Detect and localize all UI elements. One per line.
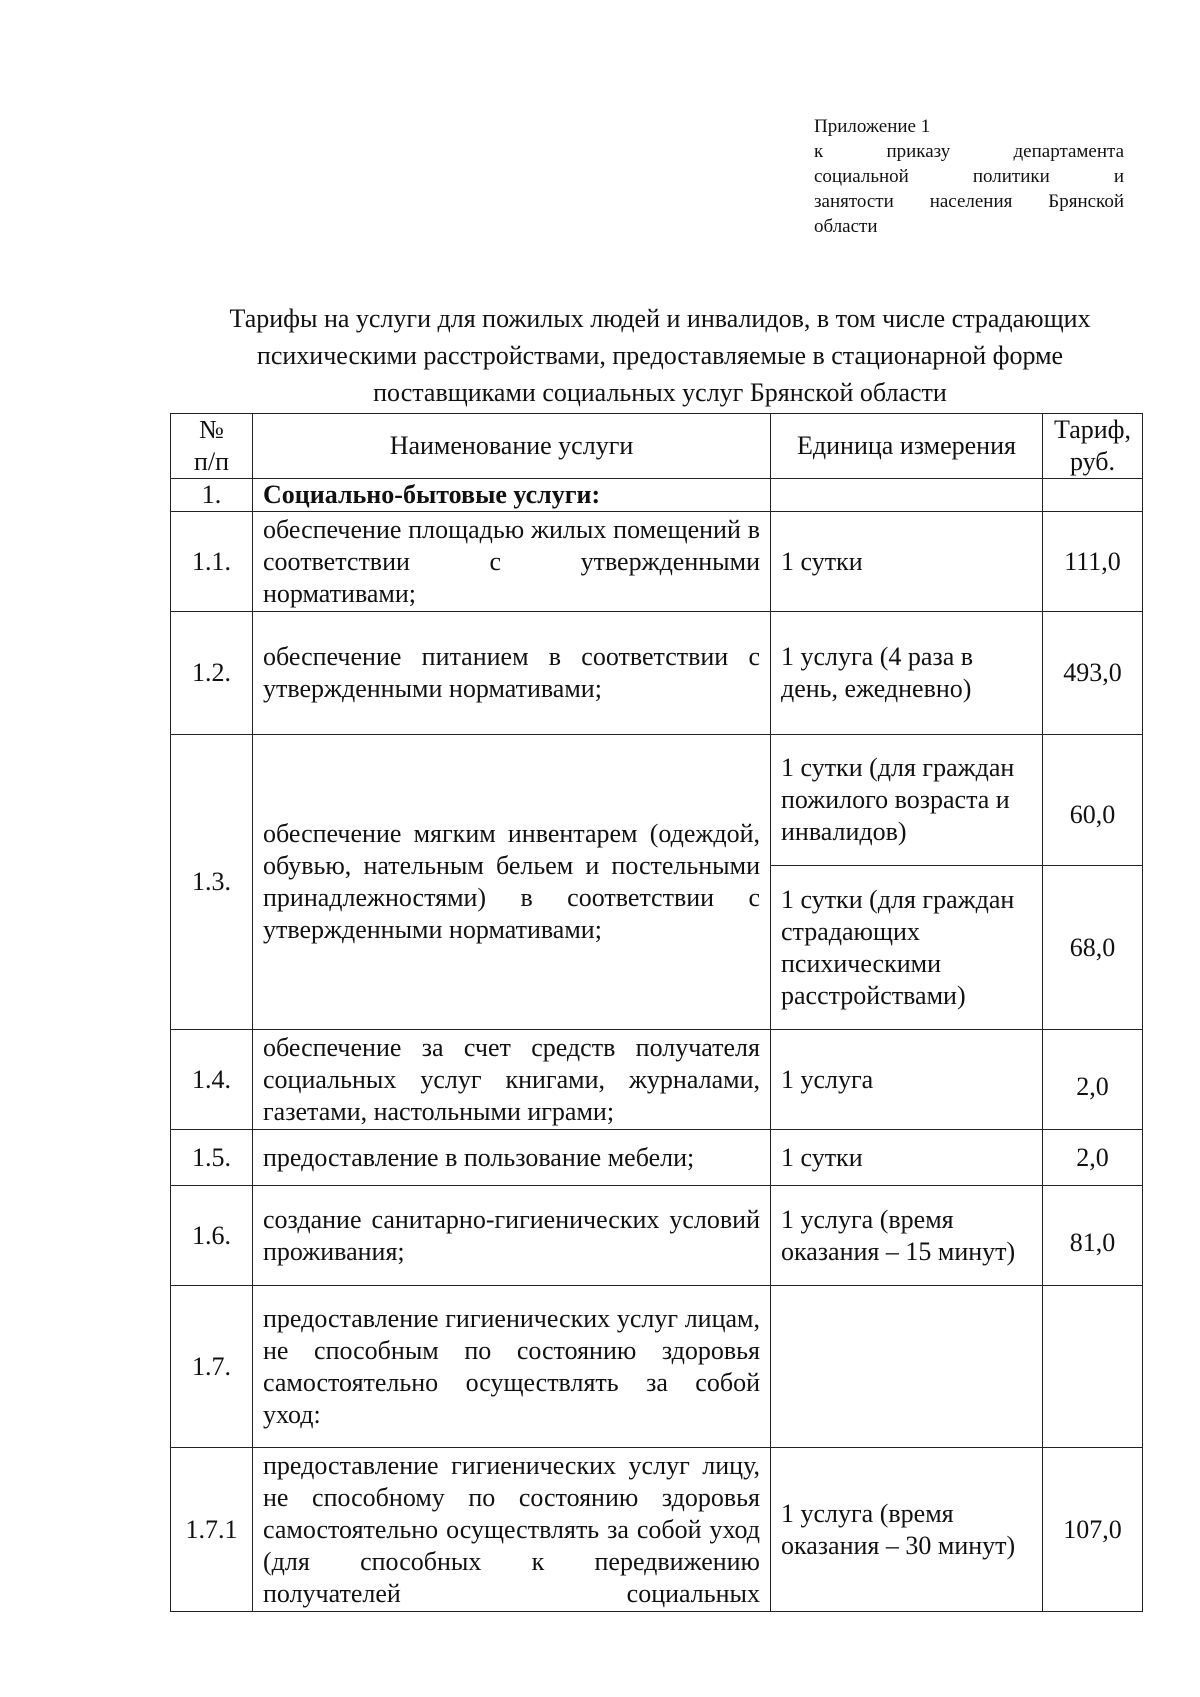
appendix-line: Приложение 1 xyxy=(814,116,931,137)
row-unit: 1 сутки (для граждан пожилого возраста и инвалидов) xyxy=(771,735,1043,866)
section-row xyxy=(171,479,1143,512)
row-name: предоставление гигиенических услуг лицам, не способным по состоянию здоровья самостоятельно осуществлять за собой уход: xyxy=(253,1286,771,1448)
row-name: предоставление гигиенических услуг лицу, не способному по состоянию здоровья самостоятельно осуществлять за собой уход (для способных к передвижению получателей социальных xyxy=(253,1448,771,1612)
row-num: 1.2. xyxy=(171,612,253,735)
row-unit: 1 услуга xyxy=(771,1030,1043,1130)
row-name: обеспечение питанием в соответствии с утвержденными нормативами; xyxy=(253,612,771,735)
row-unit xyxy=(771,1286,1043,1448)
row-num: 1.1. xyxy=(171,512,253,612)
row-num: 1.7.1 xyxy=(171,1448,253,1612)
header-num: № п/п xyxy=(171,414,253,479)
row-num: 1. xyxy=(171,479,253,512)
row-unit: 1 сутки xyxy=(771,512,1043,612)
header-name: Наименование услуги xyxy=(253,414,771,479)
row-price: 111,0 xyxy=(1043,512,1143,612)
row-num: 1.5. xyxy=(171,1130,253,1186)
appendix-line: социальной политики и xyxy=(814,166,1124,187)
table-row xyxy=(171,1030,1143,1130)
row-name: обеспечение за счет средств получателя социальных услуг книгами, журналами, газетами, настольными играми; xyxy=(253,1030,771,1130)
row-name: предоставление в пользование мебели; xyxy=(253,1130,771,1186)
appendix-note xyxy=(814,114,1124,239)
title-line: поставщиками социальных услуг Брянской области xyxy=(373,378,947,407)
row-price xyxy=(1043,1286,1143,1448)
table-row xyxy=(171,1448,1143,1612)
row-price: 68,0 xyxy=(1043,866,1143,1030)
row-unit xyxy=(771,479,1043,512)
table-row xyxy=(171,735,1143,866)
row-price: 60,0 xyxy=(1043,735,1143,866)
row-unit: 1 услуга (время оказания – 15 минут) xyxy=(771,1186,1043,1286)
table-row xyxy=(171,512,1143,612)
row-unit: 1 услуга (время оказания – 30 минут) xyxy=(771,1448,1043,1612)
header-unit: Единица измерения xyxy=(771,414,1043,479)
table-header-row xyxy=(171,414,1143,479)
tariffs-table xyxy=(170,413,1143,1612)
section-name: Социально-бытовые услуги: xyxy=(253,479,771,512)
title-line: Тарифы на услуги для пожилых людей и инвалидов, в том числе страдающих xyxy=(229,304,1091,333)
row-price: 107,0 xyxy=(1043,1448,1143,1612)
row-num: 1.4. xyxy=(171,1030,253,1130)
row-unit: 1 сутки (для граждан страдающих психическими расстройствами) xyxy=(771,866,1043,1030)
document-title xyxy=(160,300,1160,411)
row-num: 1.7. xyxy=(171,1286,253,1448)
row-price xyxy=(1043,479,1143,512)
row-num: 1.3. xyxy=(171,735,253,1030)
row-price: 2,0 xyxy=(1043,1030,1143,1130)
appendix-line: области xyxy=(814,216,878,237)
row-price: 81,0 xyxy=(1043,1186,1143,1286)
title-line: психическими расстройствами, предоставляемые в стационарной форме xyxy=(256,341,1064,370)
row-name: обеспечение площадью жилых помещений в соответствии с утвержденными нормативами; xyxy=(253,512,771,612)
row-unit: 1 услуга (4 раза в день, ежедневно) xyxy=(771,612,1043,735)
table-row xyxy=(171,612,1143,735)
row-unit: 1 сутки xyxy=(771,1130,1043,1186)
table-row xyxy=(171,1130,1143,1186)
row-num: 1.6. xyxy=(171,1186,253,1286)
appendix-line: занятости населения Брянской xyxy=(814,191,1124,212)
row-price: 493,0 xyxy=(1043,612,1143,735)
table-row xyxy=(171,1286,1143,1448)
row-price: 2,0 xyxy=(1043,1130,1143,1186)
appendix-line: к приказу департамента xyxy=(814,141,1124,162)
row-name: создание санитарно-гигиенических условий проживания; xyxy=(253,1186,771,1286)
header-price: Тариф, руб. xyxy=(1043,414,1143,479)
row-name: обеспечение мягким инвентарем (одеждой, обувью, нательным бельем и постельными принадлежностями) в соответствии с утвержденными нормативами; xyxy=(253,735,771,1030)
table-row xyxy=(171,1186,1143,1286)
